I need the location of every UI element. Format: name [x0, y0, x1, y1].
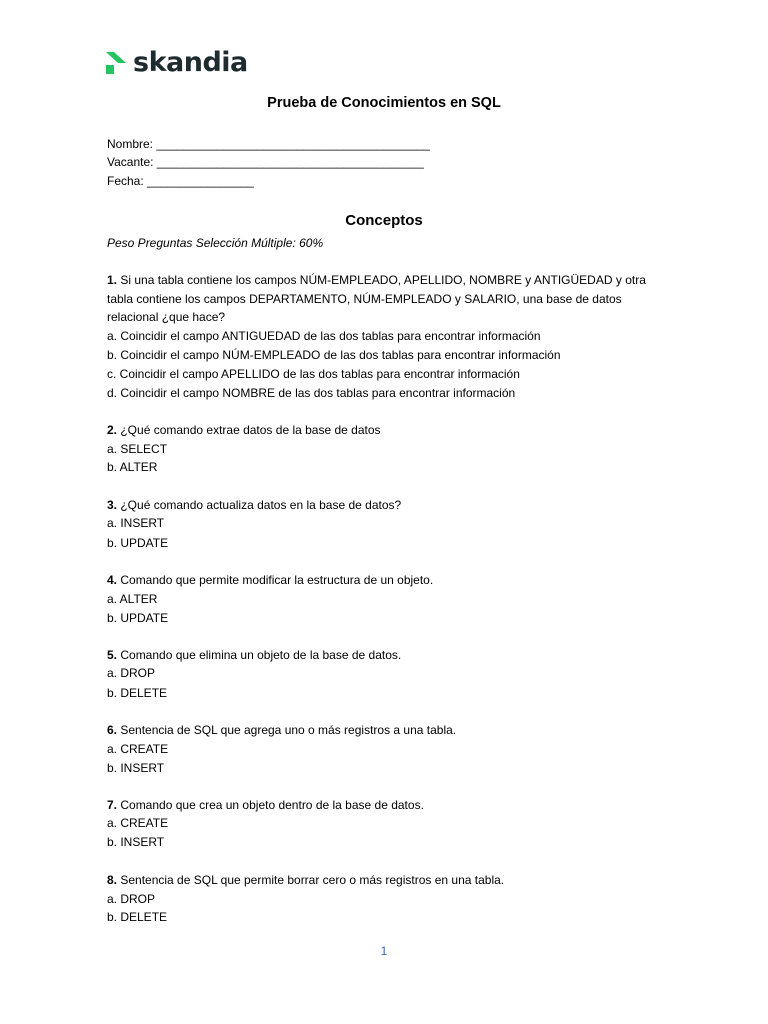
weight-note: Peso Preguntas Selección Múltiple: 60% [107, 236, 324, 250]
question-number: 5. [107, 648, 118, 662]
question-5-option-b: b. DELETE [107, 686, 168, 700]
fecha-field: Fecha: ________________ [107, 174, 254, 188]
question-1-option-a: a. Coincidir el campo ANTIGUEDAD de las dos tablas para encontrar información [107, 329, 541, 343]
question-number: 6. [107, 723, 118, 737]
page-number: 1 [380, 944, 388, 958]
question-2-text [107, 422, 381, 438]
question-4-option-b: b. UPDATE [107, 611, 169, 625]
question-2-option-b: b. ALTER [107, 460, 158, 474]
question-text: Comando que elimina un objeto de la base de datos. [117, 648, 402, 662]
question-8-text [107, 872, 504, 888]
document-title: Prueba de Conocimientos en SQL [267, 95, 501, 111]
question-1-option-b: b. Coincidir el campo NÚM-EMPLEADO de las dos tablas para encontrar información [107, 348, 561, 362]
question-6-text [107, 722, 456, 738]
question-1-option-d: d. Coincidir el campo NOMBRE de las dos tablas para encontrar información [107, 386, 516, 400]
question-8-option-b: b. DELETE [107, 910, 168, 924]
question-4-text [107, 572, 433, 588]
question-1-option-c: c. Coincidir el campo APELLIDO de las dos tablas para encontrar información [107, 367, 520, 381]
question-6-option-a: a. CREATE [107, 742, 169, 756]
question-1-line-2: tabla contiene los campos DEPARTAMENTO, NÚM-EMPLEADO y SALARIO, una base de datos [107, 292, 622, 306]
question-text: Sentencia de SQL que permite borrar cero o más registros en una tabla. [117, 873, 505, 887]
skandia-logo-icon [106, 52, 126, 74]
question-4-option-a: a. ALTER [107, 592, 158, 606]
question-number: 4. [107, 573, 118, 587]
section-heading: Conceptos [345, 212, 423, 229]
question-2-option-a: a. SELECT [107, 442, 168, 456]
question-number: 2. [107, 423, 118, 437]
question-8-option-a: a. DROP [107, 892, 156, 906]
question-5-text [107, 647, 401, 663]
nombre-field: Nombre: _________________________________________ [107, 137, 430, 151]
question-7-text [107, 797, 424, 813]
question-1-line-1 [107, 272, 646, 288]
skandia-logo [106, 48, 248, 78]
brand-name: skandia [133, 47, 248, 78]
question-text: Comando que permite modificar la estructura de un objeto. [117, 573, 434, 587]
question-text: Sentencia de SQL que agrega uno o más registros a una tabla. [117, 723, 457, 737]
question-6-option-b: b. INSERT [107, 761, 165, 775]
question-text: Si una tabla contiene los campos NÚM-EMPLEADO, APELLIDO, NOMBRE y ANTIGÜEDAD y otra [117, 273, 646, 287]
question-number: 8. [107, 873, 118, 887]
question-text: ¿Qué comando extrae datos de la base de datos [117, 423, 381, 437]
vacante-field: Vacante: ________________________________________ [107, 155, 424, 169]
question-5-option-a: a. DROP [107, 666, 156, 680]
question-3-text [107, 497, 401, 513]
question-7-option-b: b. INSERT [107, 835, 165, 849]
question-7-option-a: a. CREATE [107, 816, 169, 830]
question-number: 1. [107, 273, 118, 287]
question-1-line-3: relacional ¿que hace? [107, 310, 226, 324]
question-3-option-b: b. UPDATE [107, 536, 169, 550]
question-3-option-a: a. INSERT [107, 516, 165, 530]
question-number: 3. [107, 498, 118, 512]
question-text: ¿Qué comando actualiza datos en la base de datos? [117, 498, 402, 512]
question-number: 7. [107, 798, 118, 812]
question-text: Comando que crea un objeto dentro de la base de datos. [117, 798, 424, 812]
